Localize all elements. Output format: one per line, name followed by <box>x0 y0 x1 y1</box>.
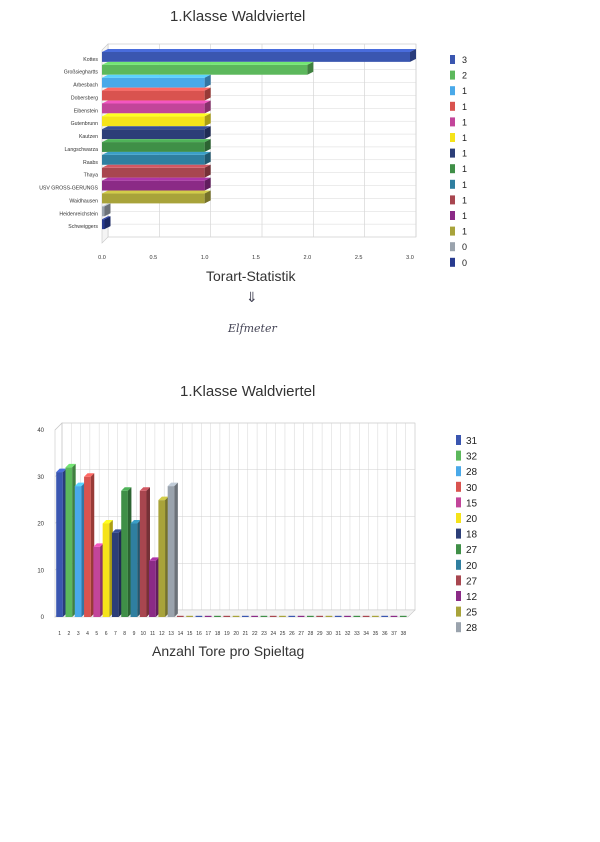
bar-spieltag-3 <box>75 483 85 617</box>
bar-spieltag-32 <box>344 616 351 617</box>
bar-front <box>84 477 91 617</box>
legend-value: 25 <box>466 607 478 619</box>
bar-spieltag-26 <box>288 616 295 617</box>
x-tick-label: 18 <box>214 631 221 637</box>
bar-zero <box>279 616 286 617</box>
legend-swatch <box>450 211 455 220</box>
bar-front <box>158 500 165 617</box>
legend-swatch <box>450 55 455 64</box>
x-tick-label: 22 <box>251 631 258 637</box>
bar-usv-gross-gerungs <box>102 178 211 191</box>
bar-top <box>102 100 211 103</box>
x-tick-label: 8 <box>123 631 127 637</box>
bar-zero <box>242 616 249 617</box>
y-tick-label: 30 <box>37 474 44 481</box>
legend-swatch <box>450 133 455 142</box>
legend-value: 1 <box>462 117 468 128</box>
bar-spieltag-12 <box>158 497 168 617</box>
legend-value: 0 <box>462 242 468 253</box>
bar-spieltag-24 <box>270 616 277 617</box>
bar-zero <box>214 616 221 617</box>
category-label: Kautzen <box>78 134 98 141</box>
x-tick-label: 37 <box>391 631 397 637</box>
legend-swatch <box>456 435 461 445</box>
legend-swatch <box>456 529 461 539</box>
legend-swatch <box>450 164 455 173</box>
bar-gutenbrunn <box>102 113 211 126</box>
x-tick-label: 7 <box>113 631 117 637</box>
legend-value: 0 <box>462 257 468 268</box>
legend-swatch <box>450 86 455 95</box>
x-tick-label: 1.5 <box>252 255 260 261</box>
x-tick-label: 0.5 <box>149 255 158 261</box>
bar-spieltag-38 <box>400 616 407 617</box>
bar-front <box>93 547 100 617</box>
bar-spieltag-5 <box>93 543 103 617</box>
x-tick-label: 4 <box>86 631 89 637</box>
legend-swatch <box>456 497 461 507</box>
chart2-subtitle: Anzahl Tore pro Spieltag <box>152 643 305 659</box>
torart-bar-chart <box>0 30 600 280</box>
x-tick-label: 38 <box>400 631 407 637</box>
handwritten-note: Elfmeter <box>228 322 277 335</box>
bar-spieltag-2 <box>65 464 75 617</box>
bar-zero <box>288 616 295 617</box>
x-tick-label: 29 <box>316 631 323 637</box>
bar-zero <box>298 616 305 617</box>
legend-value: 1 <box>462 164 468 175</box>
bar-front <box>102 52 410 62</box>
bar-spieltag-28 <box>307 616 314 617</box>
bar-zero <box>400 616 407 617</box>
x-tick-label: 20 <box>233 631 239 637</box>
bar-zero <box>326 616 333 617</box>
bar-thaya <box>102 165 211 178</box>
x-tick-label: 34 <box>363 631 369 637</box>
legend-swatch <box>450 149 455 158</box>
bar-spieltag-7 <box>112 529 122 617</box>
bar-spieltag-16 <box>196 616 203 617</box>
x-tick-label: 14 <box>177 631 184 637</box>
bar-zero <box>316 616 323 617</box>
legend-swatch <box>450 242 455 251</box>
x-tick-label: 5 <box>95 631 99 637</box>
legend-value: 15 <box>466 498 478 510</box>
bar-front <box>56 472 63 617</box>
bar-front <box>149 561 156 617</box>
y-tick-label: 0 <box>40 615 44 621</box>
x-tick-label: 2.5 <box>354 255 363 261</box>
legend-value: 1 <box>462 86 468 97</box>
legend-value: 1 <box>462 148 468 159</box>
bar-front <box>65 467 72 617</box>
legend-swatch <box>456 451 461 461</box>
x-tick-label: 17 <box>205 631 212 637</box>
bar-kottes <box>102 49 416 62</box>
bar-zero <box>372 616 379 617</box>
bar-front <box>102 194 205 204</box>
bar-eibenstein <box>102 100 211 113</box>
bar-zero <box>363 616 370 617</box>
legend-value: 12 <box>466 592 478 603</box>
legend-value: 31 <box>466 436 478 447</box>
bar-spieltag-21 <box>242 616 249 617</box>
x-tick-label: 27 <box>298 631 304 637</box>
legend-value: 1 <box>462 101 468 112</box>
bar-zero <box>251 616 258 617</box>
bar-front <box>102 155 205 165</box>
x-tick-label: 23 <box>261 631 267 637</box>
bar-top <box>102 126 211 129</box>
y-tick-label: 20 <box>37 521 44 528</box>
bar-spieltag-10 <box>140 487 150 617</box>
legend-swatch <box>450 180 455 189</box>
bar-spieltag-15 <box>186 616 193 617</box>
chart1-subtitle: Torart-Statistik <box>206 268 296 284</box>
bar-spieltag-37 <box>391 616 398 617</box>
bar-top <box>102 113 211 116</box>
bar-kautzen <box>102 126 211 139</box>
x-tick-label: 35 <box>372 631 379 637</box>
bar-dobersberg <box>102 88 211 101</box>
bar-top <box>102 75 211 78</box>
bar-spieltag-6 <box>103 520 113 617</box>
bar-zero <box>353 616 360 617</box>
x-tick-label: 2.0 <box>303 255 312 261</box>
down-arrow-annotation: ⇓ <box>246 290 258 306</box>
x-tick-label: 16 <box>196 631 202 637</box>
legend-value: 27 <box>466 545 478 557</box>
bar-spieltag-34 <box>363 616 370 617</box>
x-tick-label: 1.0 <box>200 255 209 261</box>
bar-top <box>102 165 211 168</box>
bar-top <box>102 178 211 181</box>
x-tick-label: 19 <box>224 631 230 637</box>
bar-zero <box>205 616 212 617</box>
bar-zero <box>344 616 351 617</box>
bar-top <box>102 191 211 194</box>
bar-front <box>102 116 205 126</box>
bar-spieltag-23 <box>261 616 268 617</box>
x-tick-label: 0.0 <box>98 255 106 261</box>
category-label: Thaya <box>83 172 98 179</box>
bar-top <box>102 152 211 155</box>
bar-front <box>102 78 205 88</box>
category-label: Dobersberg <box>70 95 98 102</box>
legend-value: 30 <box>466 482 478 494</box>
x-tick-label: 33 <box>354 631 360 637</box>
legend-swatch <box>456 607 461 617</box>
bar-spieltag-33 <box>353 616 360 617</box>
bar-front <box>102 206 105 216</box>
legend-swatch <box>450 258 455 267</box>
bar-spieltag-19 <box>223 616 230 617</box>
legend-swatch <box>450 117 455 126</box>
x-tick-label: 32 <box>344 631 351 637</box>
tore-pro-spieltag-chart <box>0 415 600 645</box>
legend-value: 1 <box>462 179 468 190</box>
bar-arbesbach <box>102 75 211 88</box>
bar-front <box>102 65 307 75</box>
bar-top <box>102 139 211 142</box>
bar-zero <box>186 616 193 617</box>
legend-swatch <box>450 71 455 80</box>
bar-spieltag-8 <box>121 487 131 617</box>
bar-zero <box>391 616 398 617</box>
bar-front <box>75 486 82 617</box>
bar-zero <box>335 616 342 617</box>
y-tick-label: 10 <box>37 568 44 575</box>
legend-swatch <box>450 227 455 236</box>
x-tick-label: 25 <box>279 631 286 637</box>
x-tick-label: 11 <box>149 631 156 637</box>
bar-side <box>174 483 178 617</box>
legend-value: 18 <box>466 529 478 541</box>
bar-spieltag-25 <box>279 616 286 617</box>
bar-front <box>102 103 205 113</box>
legend-swatch <box>456 591 461 601</box>
bar-spieltag-18 <box>214 616 221 617</box>
x-tick-label: 1 <box>58 631 62 637</box>
bar-top <box>102 62 313 65</box>
category-label: Gutenbrunn <box>70 121 98 128</box>
legend-value: 1 <box>462 195 468 206</box>
bar-front <box>102 142 205 152</box>
x-tick-label: 28 <box>307 631 314 637</box>
x-tick-label: 31 <box>335 631 342 637</box>
legend-swatch <box>456 466 461 476</box>
bar-spieltag-11 <box>149 557 159 617</box>
legend-swatch <box>450 195 455 204</box>
legend-swatch <box>456 560 461 570</box>
category-label: Waidhausen <box>69 198 98 205</box>
bar-front <box>140 491 147 617</box>
x-tick-label: 10 <box>140 631 147 637</box>
category-label: Heidenreichstein <box>59 211 98 218</box>
legend-swatch <box>456 575 461 585</box>
bar-front <box>131 524 138 618</box>
bar-zero <box>307 616 314 617</box>
bar-spieltag-17 <box>205 616 212 617</box>
bar-spieltag-9 <box>131 520 141 617</box>
legend-value: 20 <box>466 560 478 572</box>
x-tick-label: 24 <box>270 631 277 637</box>
bar-langschwarza <box>102 139 211 152</box>
bar-spieltag-20 <box>233 616 240 617</box>
bar-spieltag-1 <box>56 469 66 617</box>
bar-spieltag-35 <box>372 616 379 617</box>
x-tick-label: 12 <box>159 631 165 637</box>
bar-spieltag-31 <box>335 616 342 617</box>
legend-value: 1 <box>462 133 468 143</box>
x-tick-label: 2 <box>67 631 71 637</box>
bar-zero <box>381 616 388 617</box>
x-tick-label: 3 <box>76 631 80 637</box>
y-tick-label: 40 <box>37 428 44 434</box>
legend-swatch <box>450 102 455 111</box>
x-tick-label: 3.0 <box>406 255 414 261</box>
category-label: Schweiggers <box>68 224 98 231</box>
bar-spieltag-4 <box>84 473 94 617</box>
legend-swatch <box>456 544 461 554</box>
legend-value: 28 <box>466 467 478 479</box>
legend-value: 32 <box>466 451 478 463</box>
bar-zero <box>196 616 203 617</box>
category-label: Kottes <box>83 56 98 63</box>
x-tick-label: 6 <box>104 631 108 637</box>
bar-front <box>168 486 175 617</box>
legend-swatch <box>456 622 461 632</box>
bar-spieltag-29 <box>316 616 323 617</box>
legend-swatch <box>456 513 461 523</box>
x-tick-label: 15 <box>186 631 193 637</box>
bar-gro-sieghartts <box>102 62 313 75</box>
category-label: Raabs <box>83 159 98 166</box>
bar-spieltag-14 <box>177 616 184 617</box>
bar-zero <box>177 616 184 617</box>
category-label: Großsieghartts <box>63 69 98 76</box>
x-tick-label: 9 <box>132 631 136 637</box>
legend-value: 2 <box>462 70 468 81</box>
category-label: Langschwarza <box>64 146 98 153</box>
category-label: USV GROSS-GERUNGS <box>39 185 98 192</box>
bar-front <box>102 129 205 139</box>
bar-spieltag-27 <box>298 616 305 617</box>
legend-value: 27 <box>466 576 478 588</box>
bar-front <box>102 181 205 191</box>
bar-front <box>102 168 205 178</box>
legend-value: 3 <box>462 55 468 65</box>
bar-raabs <box>102 152 211 165</box>
legend-swatch <box>456 482 461 492</box>
bar-zero <box>270 616 277 617</box>
bar-spieltag-36 <box>381 616 388 617</box>
bar-zero <box>233 616 240 617</box>
legend-value: 1 <box>462 211 468 221</box>
bar-front <box>121 491 128 617</box>
bar-top <box>102 49 416 52</box>
bar-spieltag-30 <box>326 616 333 617</box>
x-tick-label: 21 <box>242 631 249 637</box>
bar-front <box>102 219 105 229</box>
category-label: Arbesbach <box>73 82 98 89</box>
bar-zero <box>261 616 268 617</box>
bar-front <box>103 524 110 618</box>
bar-top <box>102 88 211 91</box>
x-tick-label: 30 <box>326 631 332 637</box>
x-tick-label: 26 <box>289 631 295 637</box>
bar-spieltag-22 <box>251 616 258 617</box>
legend-value: 20 <box>466 514 478 525</box>
bar-waidhausen <box>102 191 211 204</box>
bar-zero <box>223 616 230 617</box>
chart1-title: 1.Klasse Waldviertel <box>170 8 306 25</box>
chart2-title: 1.Klasse Waldviertel <box>180 383 316 400</box>
bar-front <box>112 533 119 617</box>
x-tick-label: 36 <box>381 631 388 637</box>
x-tick-label: 13 <box>168 631 174 637</box>
legend-value: 1 <box>462 226 468 237</box>
bar-front <box>102 91 205 101</box>
category-label: Eibenstein <box>73 108 98 115</box>
legend-value: 28 <box>466 623 478 635</box>
bar-spieltag-13 <box>168 483 178 617</box>
